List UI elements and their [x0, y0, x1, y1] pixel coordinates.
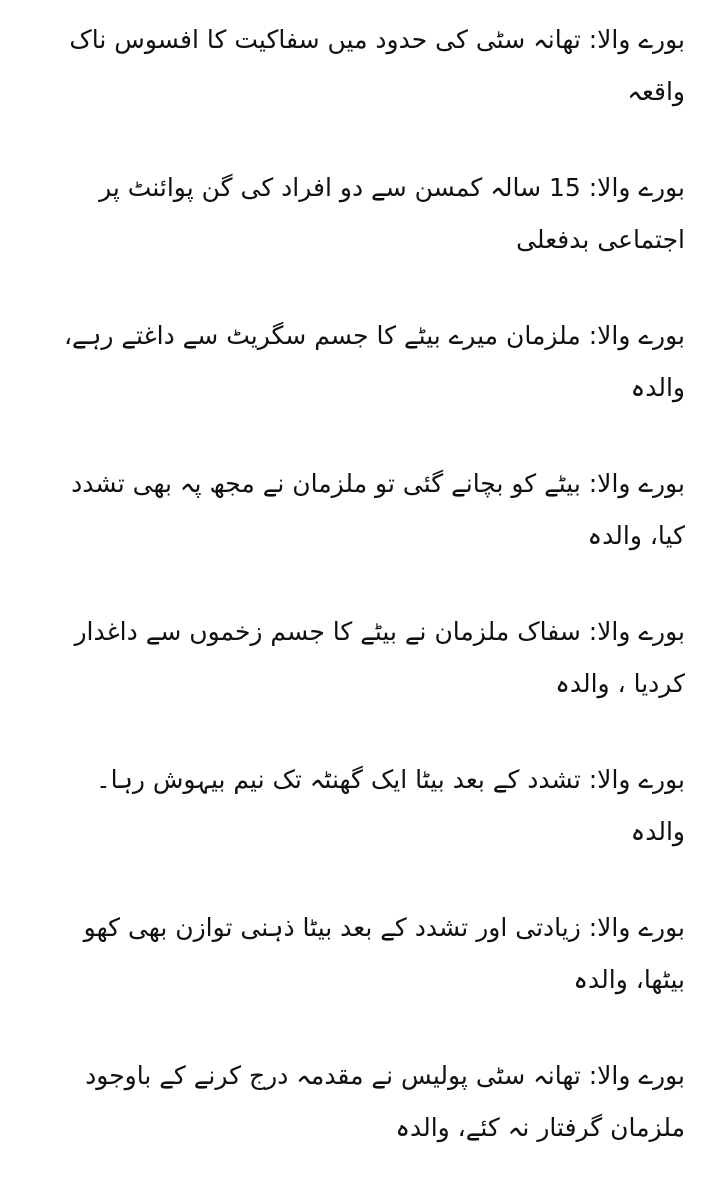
news-item-8: بورے والا: تھانہ سٹی پولیس نے مقدمہ درج کرنے کے باوجود ملزمان گرفتار نہ کئے، والدہ: [85, 1061, 685, 1142]
news-item-5: بورے والا: سفاک ملزمان نے بیٹے کا جسم زخموں سے داغدار کردیا ، والدہ: [74, 617, 685, 698]
news-item-3: بورے والا: ملزمان میرے بیٹے کا جسم سگریٹ سے داغتے رہے، والدہ: [63, 321, 685, 402]
divider-space: [52, 414, 685, 458]
divider-space: [52, 118, 685, 162]
divider-space: [52, 562, 685, 606]
news-item-2: بورے والا: 15 سالہ کمسن سے دو افراد کی گن پوائنٹ پر اجتماعی بدفعلی: [99, 173, 685, 254]
divider-space: [52, 710, 685, 754]
news-item-6: بورے والا: تشدد کے بعد بیٹا ایک گھنٹہ تک نیم بیہوش رہا۔ والدہ: [95, 765, 685, 846]
news-item-1: بورے والا: تھانہ سٹی کی حدود میں سفاکیت کا افسوس ناک واقعہ: [69, 25, 685, 106]
divider-space: [52, 858, 685, 902]
news-item-7: بورے والا: زیادتی اور تشدد کے بعد بیٹا ذہنی توازن بھی کھو بیٹھا، والدہ: [83, 913, 685, 994]
divider-space: [52, 266, 685, 310]
divider-space: [52, 1006, 685, 1050]
news-item-4: بورے والا: بیٹے کو بچانے گئی تو ملزمان نے مجھ پہ بھی تشدد کیا، والدہ: [71, 469, 685, 550]
